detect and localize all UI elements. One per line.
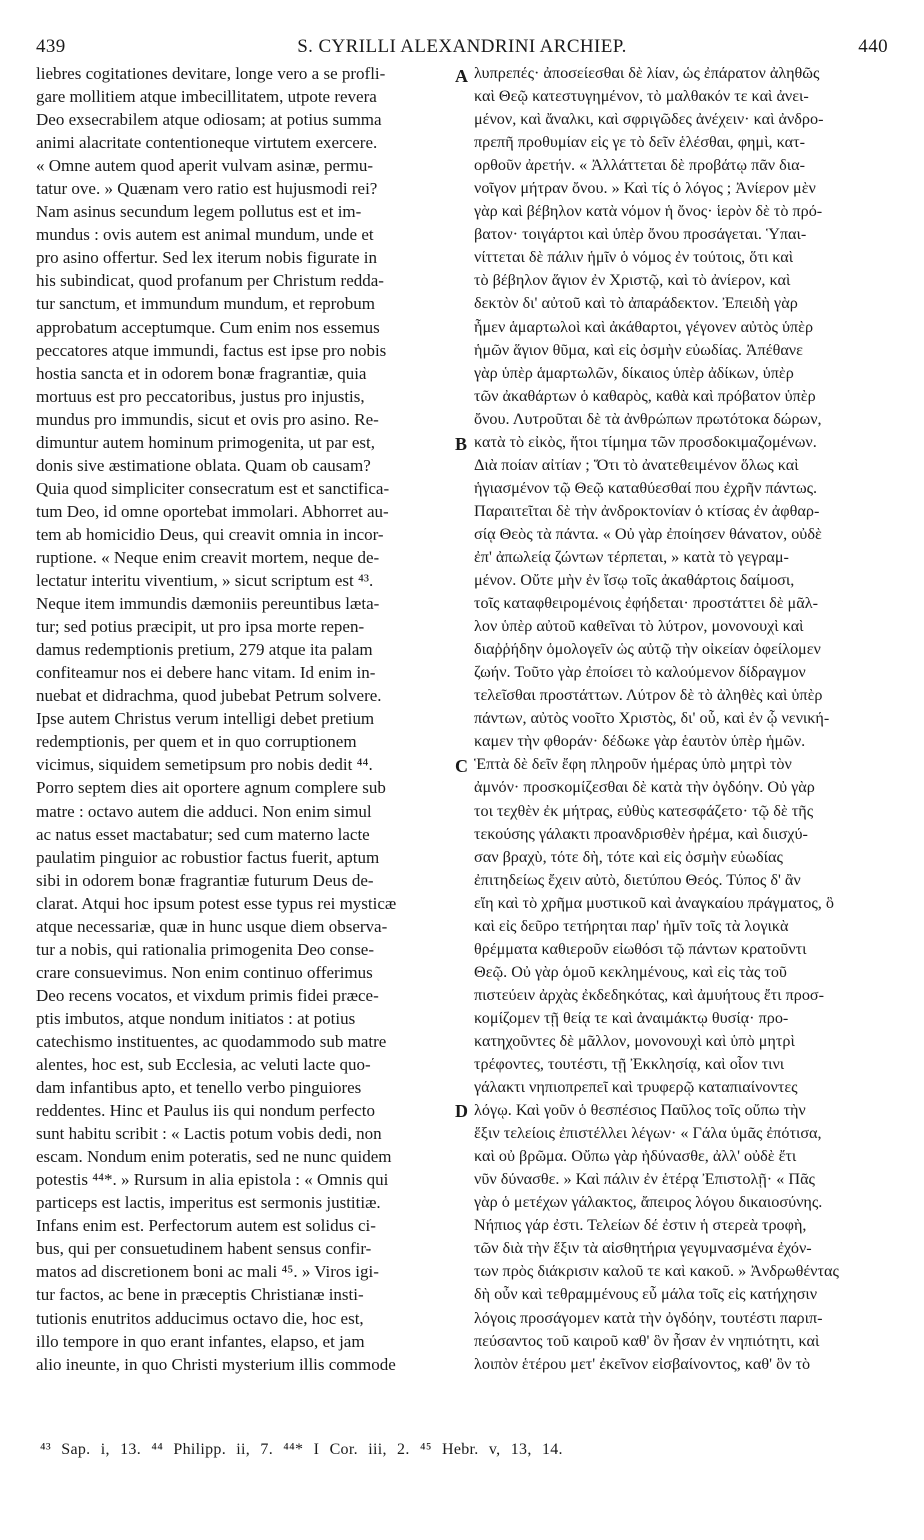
latin-text-line: Porro septem dies ait oportere agnum complere sub: [36, 778, 386, 798]
latin-text-line: ptis imbutos, atque nondum initiatos : at potius: [36, 1008, 356, 1028]
greek-text-line: λοιπὸν ἑτέρου μετ' ἐκεῖνον εἰσβαίνοντος, καθ' ὃν τὸ: [474, 1354, 811, 1373]
greek-text-line: ἡμῶν ἅγιον θῦμα, καὶ εἰς ὀσμὴν εὐωδίας. Ἀπέθανε: [474, 340, 803, 359]
greek-text-line: καὶ Θεῷ κατεστυγημένον, τὸ μαλθακόν τε καὶ ἀνει-: [474, 87, 809, 106]
latin-text-line: paulatim pinguior ac robustior factus fuerit, aptum: [36, 847, 380, 867]
greek-text-line: Ἑπτὰ δὲ δεῖν ἔφη πληροῦν ἡμέρας ὑπὸ μητρὶ τὸν: [474, 755, 792, 774]
latin-text-line: mundus : ovis autem est animal mundum, unde et: [36, 225, 374, 245]
greek-text-line: ἐπ' ἀπωλείᾳ ζώντων τέρπεται, » κατὰ τὸ γεγραμ-: [474, 547, 789, 566]
latin-text-line: Deo exsecrabilem atque odiosam; at potius summa: [36, 110, 382, 130]
latin-text-line: dam infantibus apto, et tenello verbo pinguiores: [36, 1078, 362, 1098]
latin-text-line: tur a nobis, qui rationalia primogenita Deo conse-: [36, 939, 375, 959]
greek-text-line: Παραιτεῖται δὲ τὴν ἀνδροκτονίαν ὁ κτίσας ἐν ἀφθαρ-: [474, 501, 820, 520]
latin-text-line: pro asino offertur. Sed lex iterum nobis figurate in: [36, 248, 378, 268]
greek-text-line: πάντων, αὐτὸς νοοῖτο Χριστὸς, δι' οὗ, καὶ ἐν ᾧ νενική-: [474, 709, 830, 728]
latin-text-line: liebres cogitationes devitare, longe vero a se profli-: [36, 64, 386, 83]
latin-text-line: matos ad discretionem boni ac mali ⁴⁵. » Viros igi-: [36, 1262, 379, 1282]
greek-text-line: Νήπιος γάρ ἐστι. Τελείων δέ ἐστιν ἡ στερεὰ τροφὴ,: [474, 1216, 807, 1235]
greek-text-line: γὰρ ὑπὲρ ἁμαρτωλῶν, δίκαιος ὑπὲρ ἀδίκων, ὑπὲρ: [474, 363, 794, 382]
latin-text-line: dimuntur autem hominum primogenita, ut par est,: [36, 432, 375, 452]
latin-text-line: tur sanctum, et immundum mundum, et reprobum: [36, 294, 376, 314]
greek-text-line: μένον. Οὔτε μὴν ἐν ἴσῳ τοῖς ἀκαθάρτοις δαίμοσι,: [474, 571, 795, 590]
latin-text-line: nuebat et didrachma, quod jubebat Petrum solvere.: [36, 686, 382, 706]
greek-text-line: μένον, καὶ ἄναλκι, καὶ σφριγῶδες ἀνέχειν· καὶ ἀνδρο-: [474, 110, 824, 129]
latin-text-line: damus redemptionis pretium, 279 atque ita palam: [36, 640, 373, 660]
greek-text-line: Διὰ ποίαν αἰτίαν ; Ὅτι τὸ ἀνατεθειμένον ὅλως καὶ: [474, 455, 799, 474]
greek-text-line: τοι τεχθὲν ἐκ μήτρας, εὐθὺς κατεσφάζετο· τῷ δὲ τῆς: [474, 801, 814, 820]
latin-text-line: vicimus, siquidem semetipsum pro nobis dedit ⁴⁴.: [36, 755, 373, 775]
greek-text-line: κατηχοῦντες δὲ μᾶλλον, μονονουχὶ καὶ ὑπὸ μητρὶ: [474, 1031, 795, 1050]
section-marker-d: D: [455, 1101, 468, 1121]
greek-text-line: λον ὑπὲρ αὐτοῦ καθεῖναι τὸ λύτρον, μονονουχὶ καὶ: [474, 617, 804, 636]
latin-text-line: donis sive æstimatione oblata. Quam ob causam?: [36, 455, 371, 475]
greek-text-line: νῦν δύνασθε. » Καὶ πάλιν ἐν ἑτέρᾳ Ἐπιστολῇ· « Πᾶς: [474, 1170, 815, 1189]
latin-text-line: peccatores atque immundi, factus est ipse pro nobis: [36, 340, 387, 360]
greek-text-line: σίᾳ Θεὸς τὰ πάντα. « Οὐ γὰρ ἐποίησεν θάνατον, οὐδὲ: [474, 524, 822, 543]
page-header: [30, 36, 894, 60]
latin-text-line: mundus pro immundis, sicut et ovis pro asino. Re-: [36, 409, 379, 429]
greek-column: [474, 62, 888, 1376]
latin-text-line: sunt habitu scribit : « Lactis potum vobis dedi, non: [36, 1124, 382, 1144]
latin-text-line: alentes, hoc est, sub Ecclesia, ac veluti lacte quo-: [36, 1055, 371, 1075]
latin-text-line: clarat. Atqui hoc ipsum potest esse typus rei mysticæ: [36, 893, 397, 913]
greek-text-line: καμεν τὴν φθοράν· δέδωκε γὰρ ἑαυτὸν ὑπὲρ ἡμῶν.: [474, 732, 806, 751]
greek-text-line: τὸ βέβηλον ἅγιον ἐν Χριστῷ, καὶ τὸ ἀνίερον, καὶ: [474, 271, 791, 290]
greek-text-line: νίττεται δὲ πάλιν ἡμῖν ὁ νόμος ἐν τούτοις, ὅτι καὶ: [474, 248, 794, 267]
latin-text-line: alio ineunte, in quo Christi mysterium illis commode: [36, 1354, 396, 1374]
page-number-left: 439: [36, 36, 66, 57]
greek-text-line: εἴη καὶ τὸ χρῆμα μυστικοῦ καὶ ἀναγκαίου πράγματος, ὃ: [474, 893, 834, 912]
latin-text-line: sibi in odorem bonæ fragrantiæ futurum Deus de-: [36, 870, 374, 890]
latin-text-line: Deo recens vocatos, et vixdum primis fidei præce-: [36, 985, 379, 1005]
greek-text-line: ἦμεν ἁμαρτωλοὶ καὶ ἀκάθαρτοι, γέγονεν αὐτὸς ὑπὲρ: [474, 317, 814, 336]
latin-text-line: Ipse autem Christus verum intelligi debet pretium: [36, 709, 375, 729]
greek-text-line: πιστεύειν ἀρχὰς ἐκδεδηκότας, καὶ ἀμυήτους ἔτι προσ-: [474, 985, 825, 1004]
greek-text-line: τοῖς καταφθειρομένοις ἐφήδεται· προστάττει δὲ μᾶλ-: [474, 594, 818, 613]
greek-text-line: κομίζομεν τῇ θείᾳ τε καὶ ἀναιμάκτῳ θυσίᾳ· προ-: [474, 1008, 789, 1027]
latin-text-line: reddentes. Hinc et Paulus iis qui nondum perfecto: [36, 1101, 375, 1121]
greek-text-line: θρέμματα καθιεροῦν εἰωθόσι τῷ πάντων κρατοῦντι: [474, 939, 807, 958]
greek-text-line: λυπρεπές· ἀποσείεσθαι δὲ λίαν, ὡς ἐπάρατον ἀληθῶς: [474, 64, 820, 82]
latin-text-line: particeps est lactis, imperitus est sermonis justitiæ.: [36, 1193, 381, 1213]
latin-text-line: crare consuevimus. Non enim continuo offerimus: [36, 962, 373, 982]
greek-text-line: καὶ εἰς δεῦρο τετήρηται παρ' ἡμῖν τοῖς τὰ λογικὰ: [474, 916, 789, 935]
greek-text-line: κατὰ τὸ εἰκὸς, ἤτοι τίμημα τῶν προσδοκιμαζομένων.: [474, 432, 817, 451]
section-marker-c: C: [455, 756, 468, 776]
page-number-right: 440: [858, 36, 888, 57]
latin-text-line: matre : octavo autem die adduci. Non enim simul: [36, 801, 372, 821]
latin-text-line: confiteamur nos ei debere hanc vitam. Id enim in-: [36, 663, 376, 683]
greek-text-line: σαν βραχὺ, τότε δὴ, τότε καὶ εἰς ὀσμὴν εὐωδίας: [474, 847, 783, 866]
footnotes: ⁴³ Sap. i, 13. ⁴⁴ Philipp. ii, 7. ⁴⁴* I Cor. iii, 2. ⁴⁵ Hebr. v, 13, 14.: [40, 1441, 563, 1458]
greek-text-line: δὴ οὖν καὶ τεθραμμένους εὖ μάλα τοῖς εἰς κατήχησιν: [474, 1285, 818, 1304]
latin-text-line: approbatum acceptumque. Cum enim nos essemus: [36, 317, 380, 337]
latin-text-line: tur factos, ac bene in præceptis Christianæ insti-: [36, 1285, 364, 1305]
greek-text-line: γὰρ καὶ βέβηλον κατὰ νόμον ἡ ὄνος· ἱερὸν δὲ τὸ πρό-: [474, 202, 823, 221]
latin-column: [36, 62, 451, 1376]
greek-text-line: Θεῷ. Οὐ γὰρ ὁμοῦ κεκλημένους, καὶ εἰς τὰς τοῦ: [474, 962, 787, 981]
latin-text-line: escam. Nondum enim poteratis, sed ne nunc quidem: [36, 1147, 392, 1167]
greek-text-line: δεκτὸν δι' αὐτοῦ καὶ τὸ ἀπαράδεκτον. Ἐπειδὴ γὰρ: [474, 294, 798, 313]
greek-text-line: λόγῳ. Καὶ γοῦν ὁ θεσπέσιος Παῦλος τοῖς οὔπω τὴν: [474, 1101, 806, 1120]
latin-text-line: Infans enim est. Perfectorum autem est solidus ci-: [36, 1216, 376, 1236]
latin-text-line: tatur ove. » Quænam vero ratio est hujusmodi rei?: [36, 179, 378, 199]
greek-text-line: βατον· τοιγάρτοι καὶ ὑπὲρ ὄνου προσάγεται. Ὑπαι-: [474, 225, 807, 244]
greek-text-line: γάλακτι νηπιοπρεπεῖ καὶ τρυφερῷ καταπιαίνοντες: [474, 1078, 798, 1097]
greek-text-line: τῶν ἀκαθάρτων ὁ καθαρὸς, καθὰ καὶ πρόβατον ὑπὲρ: [474, 386, 816, 405]
latin-text-line: ruptione. « Neque enim creavit mortem, neque de-: [36, 547, 380, 567]
greek-text-line: τελεῖσθαι προστάττων. Λύτρον δὲ τὸ ἀληθὲς καὶ ὑπὲρ: [474, 686, 823, 705]
greek-text-line: λόγοις προσάγομεν κατὰ τὴν ὀγδόην, τουτέστι παριπ-: [474, 1308, 823, 1327]
latin-text-line: tem ab homicidio Deus, qui creavit omnia in incor-: [36, 524, 384, 544]
latin-text-line: mortuus est pro peccatoribus, justus pro injustis,: [36, 386, 365, 406]
greek-text-line: ἀμνόν· προσκομίζεσθαι δὲ κατὰ τὴν ὀγδόην. Οὐ γὰρ: [474, 778, 815, 797]
latin-text-line: catechismo instituentes, ac quodammodo sub matre: [36, 1031, 387, 1051]
greek-text-line: τρέφοντες, τουτέστι, τῇ Ἐκκλησίᾳ, καὶ οἷον τινι: [474, 1055, 785, 1074]
section-marker-b: B: [455, 434, 468, 454]
greek-text-line: ἡγιασμένον τῷ Θεῷ καταθύεσθαί που ἐχρῆν πάντως.: [474, 478, 818, 497]
latin-text-line: Quia quod simpliciter consecratum est et sanctifica-: [36, 478, 390, 498]
greek-text-line: πεύσαντος τοῦ καιροῦ καθ' ὃν ἦσαν ἐν νηπιότητι, καὶ: [474, 1331, 820, 1350]
latin-text-line: tur; sed potius præcipit, ut pro ipsa morte repen-: [36, 617, 365, 637]
latin-text-line: his subindicat, quod profanum per Christum redda-: [36, 271, 384, 291]
greek-text-line: καὶ οὐ βρῶμα. Οὔπω γὰρ ἠδύνασθε, ἀλλ' οὐδὲ ἔτι: [474, 1147, 797, 1166]
latin-text-line: redemptionis, per quem et in quo corruptionem: [36, 732, 357, 752]
latin-text-line: tutionis enutritos adducimus octavo die, hoc est,: [36, 1308, 364, 1328]
latin-text-line: animi alacritate contentioneque virtutem exercere.: [36, 133, 378, 153]
latin-text-line: hostia sancta et in odorem bonæ fragrantiæ, quia: [36, 363, 367, 383]
latin-text-line: illo tempore in quo erant infantes, elapso, et jam: [36, 1331, 365, 1351]
greek-text-line: τεκούσης γάλακτι προανδρισθὲν ἠρέμα, καὶ διισχύ-: [474, 824, 808, 843]
greek-text-line: ἐπιτηδείως ἔχειν αὐτὸ, διετύπου Θεός. Τύπος δ' ἂν: [474, 870, 801, 889]
greek-text-line: ὄνου. Λυτροῦται δὲ τὰ ἀνθρώπων πρωτότοκα δώρων,: [474, 409, 822, 428]
latin-text-line: Neque item immundis dæmoniis pereuntibus læta-: [36, 594, 380, 614]
greek-text-line: ζωήν. Τοῦτο γὰρ ἐποίσει τὸ καλούμενον δίδραγμον: [474, 663, 806, 682]
latin-text-line: lectatur interitu viventium, » sicut scriptum est ⁴³.: [36, 571, 374, 591]
greek-text-line: πρεπῆ προθυμίαν εἰς γε τὸ δεῖν ἑλέσθαι, φημὶ, κατ-: [474, 133, 806, 152]
section-marker-a: A: [455, 66, 468, 86]
latin-text-line: tum Deo, id omne oportebat immolari. Abhorret au-: [36, 501, 389, 521]
greek-text-line: τῶν διὰ τὴν ἕξιν τὰ αἰσθητήρια γεγυμνασμένα ἐχόν-: [474, 1239, 812, 1258]
greek-text-line: ἕξιν τελείοις ἐπιστέλλει λέγων· « Γάλα ὑμᾶς ἐπότισα,: [474, 1124, 822, 1143]
greek-text-line: νοῖγον μήτραν ὄνου. » Καὶ τίς ὁ λόγος ; Ἀνίερον μὲν: [474, 179, 816, 198]
latin-text-line: atque necessariæ, quæ in hunc usque diem observa-: [36, 916, 388, 936]
greek-text-line: γὰρ ὁ μετέχων γάλακτος, ἄπειρος λόγου δικαιοσύνης.: [474, 1193, 823, 1212]
latin-text-line: bus, qui per consuetudinem habent sensus confir-: [36, 1239, 372, 1259]
greek-text-line: διαῤῥήδην ὁμολογεῖν ὡς αὐτῷ τὴν οἰκείαν ὀφείλομεν: [474, 640, 821, 659]
latin-text-line: gare mollitiem atque imbecillitatem, utpote revera: [36, 87, 377, 107]
latin-text-line: « Omne autem quod aperit vulvam asinæ, permu-: [36, 156, 374, 176]
latin-text-line: ac natus esset mactabatur; sed cum materno lacte: [36, 824, 370, 844]
greek-text-line: των πρὸς διάκρισιν καλοῦ τε καὶ κακοῦ. » Ἀνδρωθέντας: [474, 1262, 839, 1281]
running-title: S. CYRILLI ALEXANDRINI ARCHIEP.: [297, 36, 627, 57]
latin-text-line: potestis ⁴⁴*. » Rursum in alia epistola : « Omnis qui: [36, 1170, 389, 1190]
latin-text-line: Nam asinus secundum legem pollutus est et im-: [36, 202, 362, 222]
greek-text-line: ορθοῦν ἀρετήν. « Ἀλλάττεται δὲ προβάτῳ πᾶν δια-: [474, 156, 805, 175]
